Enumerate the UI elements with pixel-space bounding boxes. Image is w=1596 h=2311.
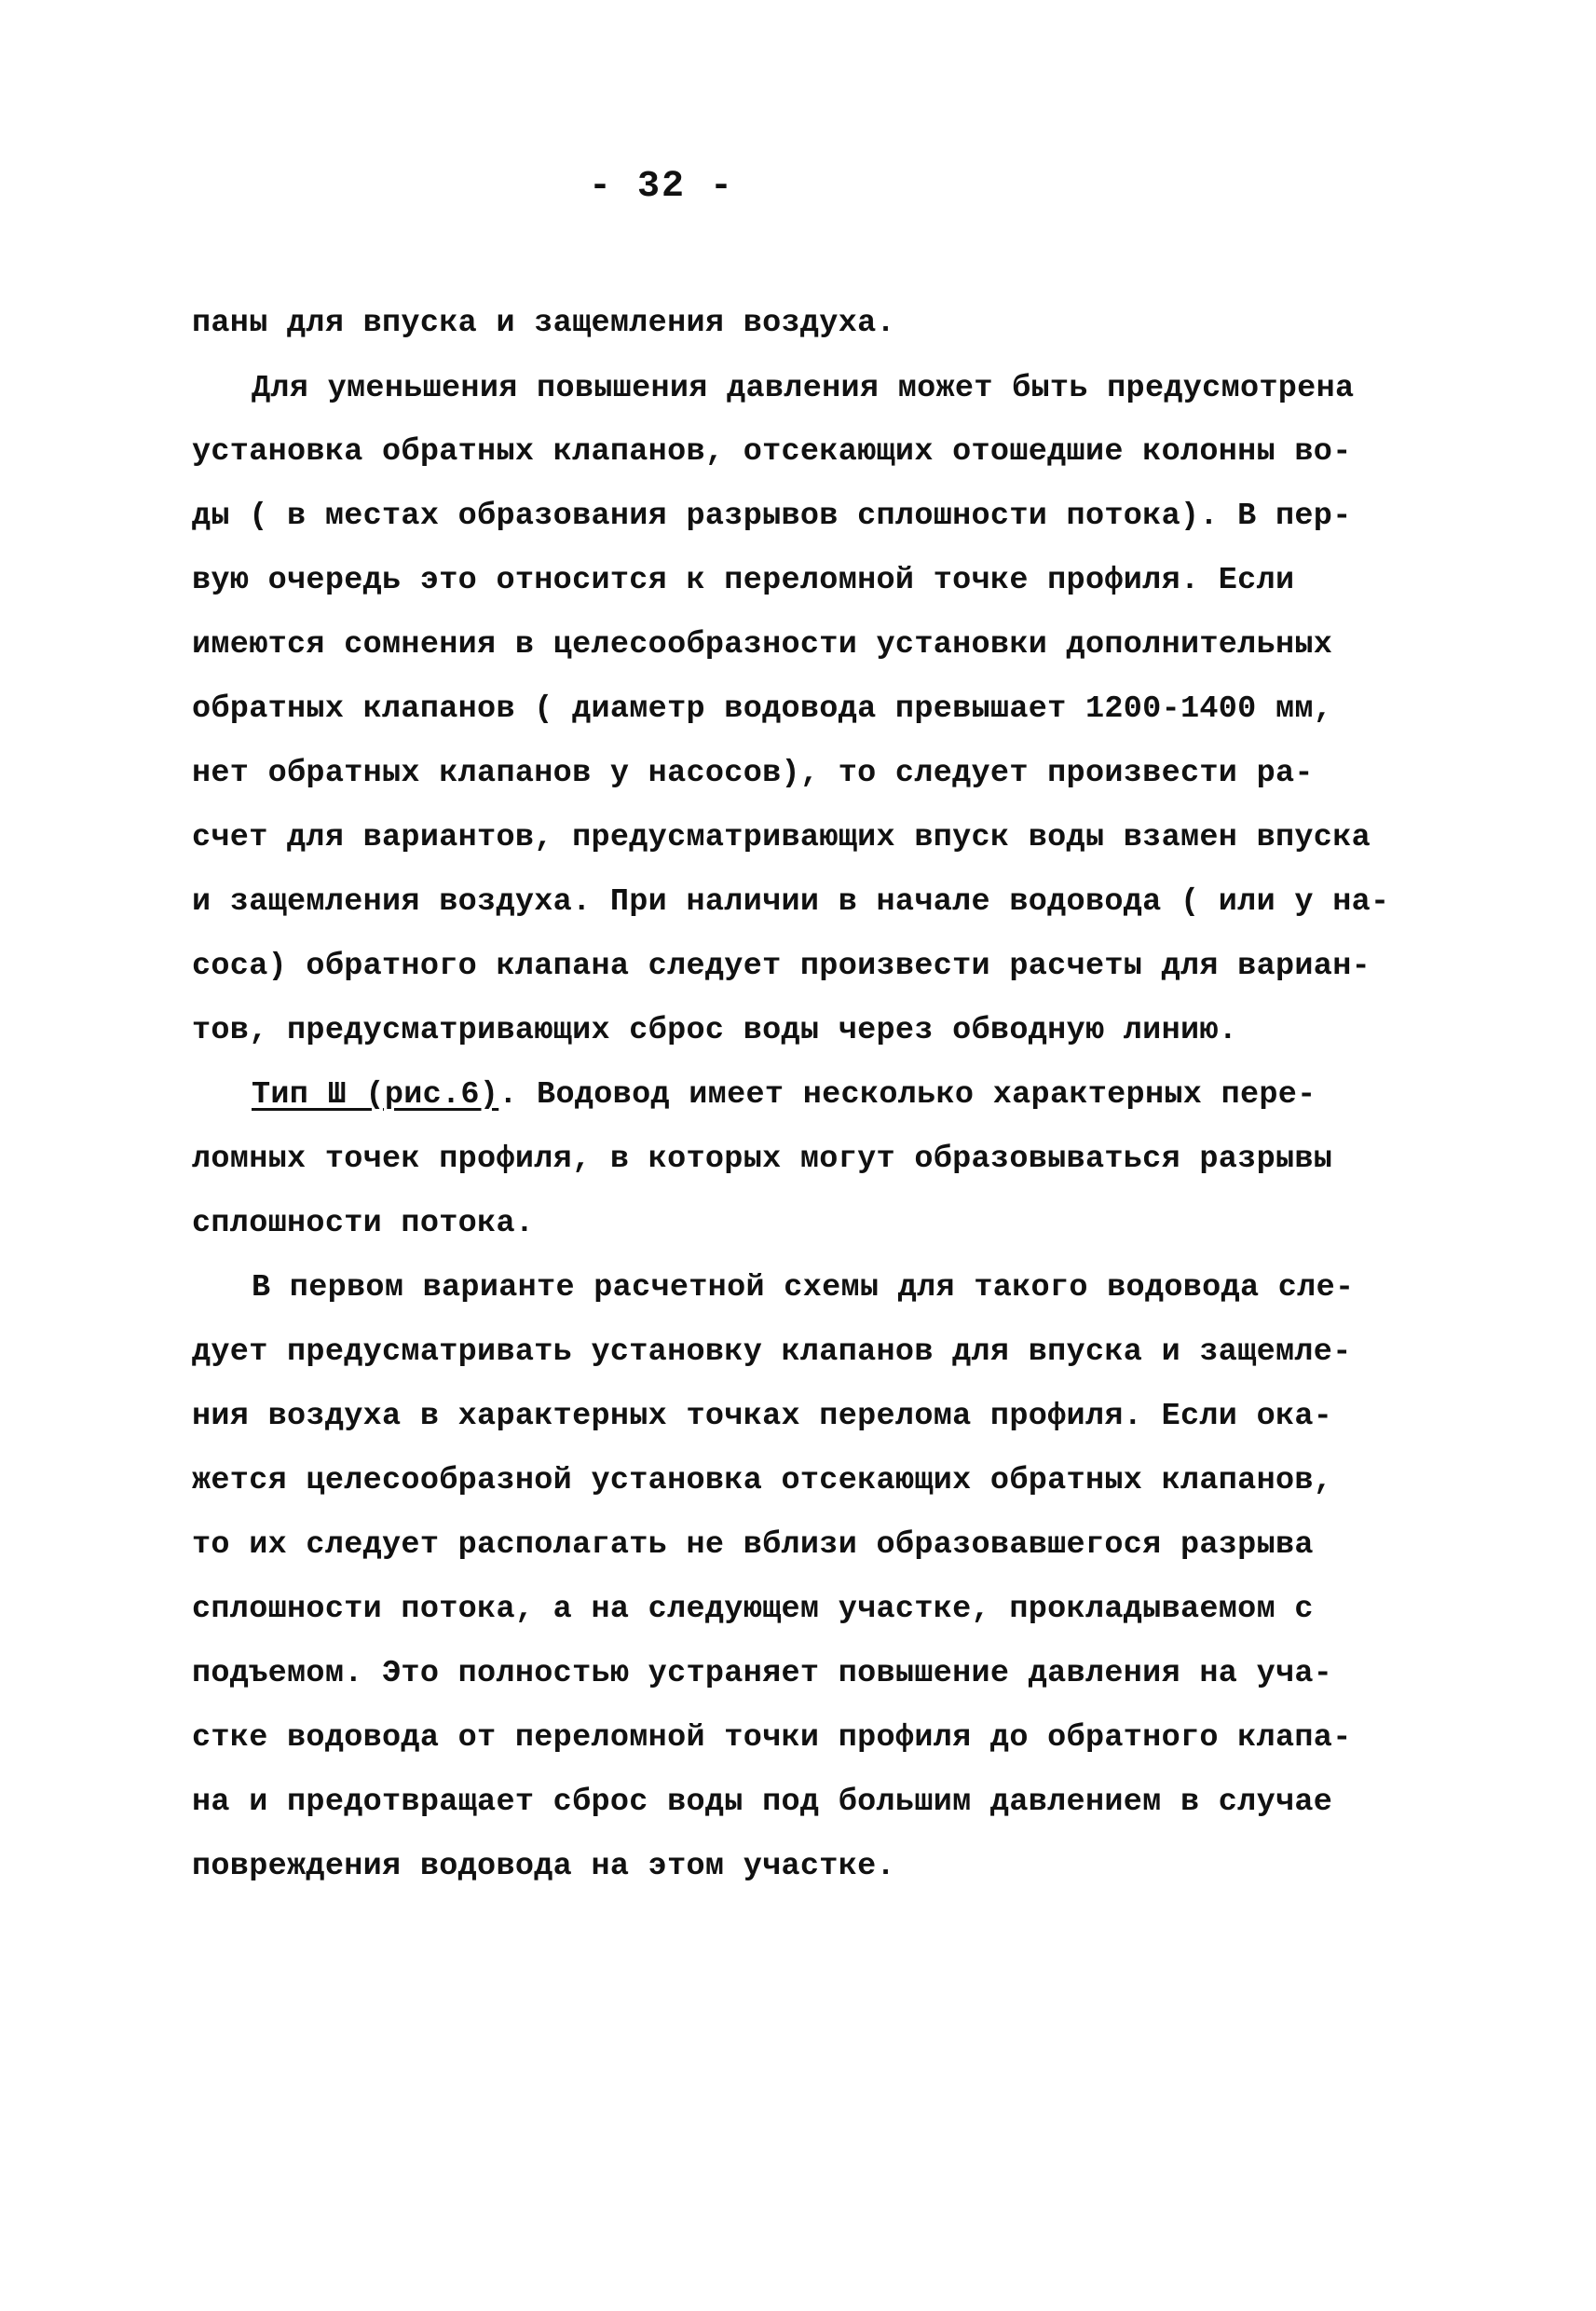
type-3-figure-reference: Тип Ш (рис.6) <box>252 1077 499 1113</box>
text-line: на и предотвращает сброс воды под большим давлением в случае <box>192 1785 1333 1820</box>
text-line: и защемления воздуха. При наличии в начале водовода ( или у на- <box>192 884 1390 920</box>
type-3-heading-line <box>252 1072 1316 1118</box>
text-line: сплошности потока, а на следующем участке, прокладываемом с <box>192 1592 1314 1627</box>
text-line: имеются сомнения в целесообразности установки дополнительных <box>192 627 1333 663</box>
text-line: ды ( в местах образования разрывов сплошности потока). В пер- <box>192 499 1352 534</box>
text-line: стке водовода от переломной точки профиля до обратного клапа- <box>192 1720 1352 1756</box>
type-3-heading-rest: . Водовод имеет несколько характерных пере- <box>498 1077 1316 1113</box>
text-line: соса) обратного клапана следует произвести расчеты для вариан- <box>192 949 1371 984</box>
text-line: подъемом. Это полностью устраняет повышение давления на уча- <box>192 1656 1333 1691</box>
text-line: то их следует располагать не вблизи образовавшегося разрыва <box>192 1527 1314 1563</box>
text-line: ния воздуха в характерных точках перелома профиля. Если ока- <box>192 1399 1333 1434</box>
text-line: нет обратных клапанов у насосов), то следует произвести ра- <box>192 756 1314 791</box>
paragraph-start-line: В первом варианте расчетной схемы для такого водовода сле- <box>252 1270 1355 1306</box>
text-line: установка обратных клапанов, отсекающих отошедшие колонны во- <box>192 434 1352 470</box>
text-line: тов, предусматривающих сброс воды через обводную линию. <box>192 1013 1238 1048</box>
text-line: обратных клапанов ( диаметр водовода превышает 1200-1400 мм, <box>192 691 1333 727</box>
text-line: вую очередь это относится к переломной точке профиля. Если <box>192 563 1295 598</box>
text-line: счет для вариантов, предусматривающих впуск воды взамен впуска <box>192 820 1371 855</box>
text-line: жется целесообразной установка отсекающих обратных клапанов, <box>192 1463 1333 1498</box>
text-line: повреждения водовода на этом участке. <box>192 1849 895 1884</box>
paragraph-start-line: Для уменьшения повышения давления может быть предусмотрена <box>252 371 1355 406</box>
page-number: - 32 - <box>588 166 735 208</box>
text-line: сплошности потока. <box>192 1206 535 1241</box>
text-line: дует предусматривать установку клапанов для впуска и защемле- <box>192 1334 1352 1370</box>
text-line: ломных точек профиля, в которых могут образовываться разрывы <box>192 1142 1333 1177</box>
text-line: паны для впуска и защемления воздуха. <box>192 306 895 341</box>
